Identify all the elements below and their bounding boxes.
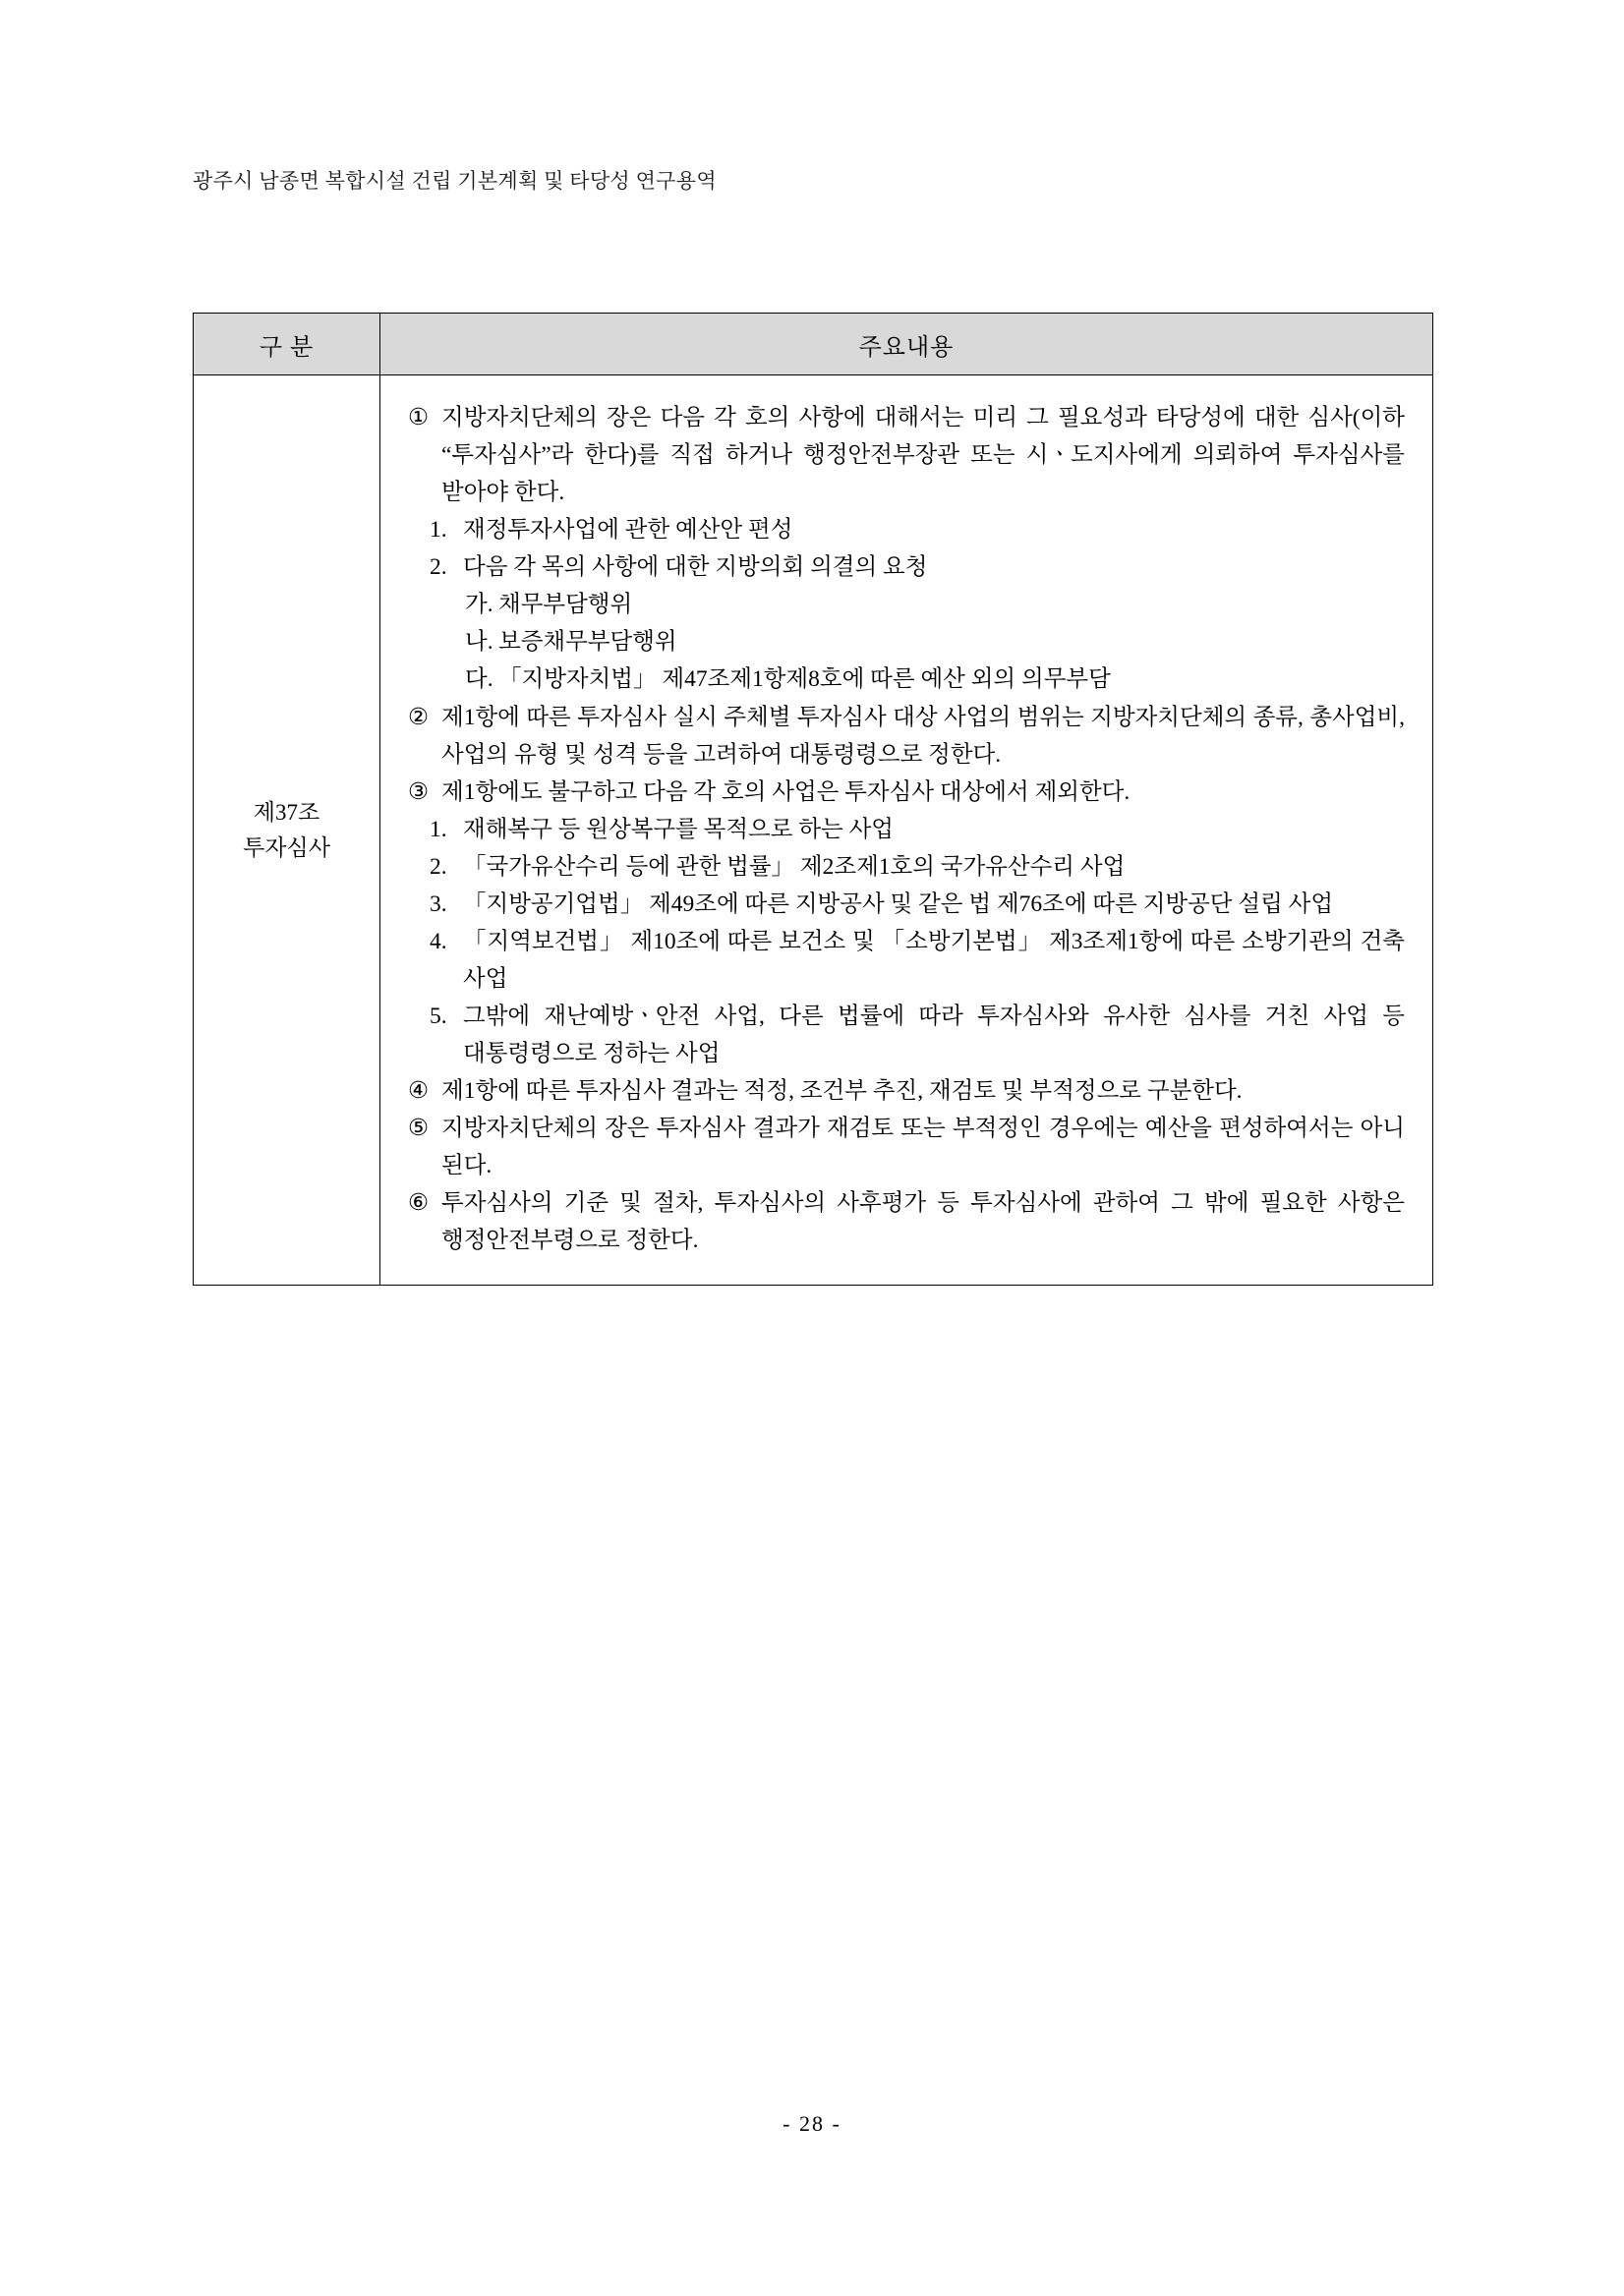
provision-item-text: 「지역보건법」 제10조에 따른 보건소 및 「소방기본법」 제3조제1항에 따른 소방기관의 건축 사업 (463, 928, 1405, 992)
provision-item-marker: 나. (465, 629, 493, 656)
provision-item (430, 548, 1405, 586)
column-header-division: 구 분 (194, 314, 380, 375)
provision-item (408, 699, 1405, 774)
provision-item-marker: ⑤ (408, 1116, 430, 1142)
provision-item-marker: ④ (408, 1078, 430, 1105)
row-label-line2: 투자심사 (243, 834, 330, 860)
provision-item-text: 채무부담행위 (498, 592, 633, 618)
provision-item-marker: 1. (430, 816, 447, 842)
provision-item (430, 811, 1405, 848)
provision-item-text: 제1항에 따른 투자심사 결과는 적정, 조건부 추진, 재검토 및 부적정으로 구분한다. (441, 1078, 1243, 1105)
page-header: 광주시 남종면 복합시설 건립 기본계획 및 타당성 연구용역 (193, 169, 717, 193)
provision-item-text: 재해복구 등 원상복구를 목적으로 하는 사업 (463, 816, 894, 842)
provision-item-text: 「지방자치법」 제47조제1항제8호에 따른 예산 외의 의무부담 (498, 666, 1111, 693)
provision-item (430, 998, 1405, 1072)
legal-provision-table (193, 313, 1433, 1286)
row-content-article (380, 375, 1433, 1286)
provision-item-marker: ① (408, 405, 430, 430)
table-row (194, 375, 1433, 1286)
provision-item-marker: 1. (430, 517, 447, 544)
provision-item-text: 지방자치단체의 장은 다음 각 호의 사항에 대해서는 미리 그 필요성과 타당성에 대한 심사(이하 “투자심사”라 한다)를 직접 하거나 행정안전부장관 또는 시ㆍ도지사에게 의뢰하여 투자심사를 받아야 한다. (441, 405, 1405, 506)
provision-item-marker: 4. (430, 928, 447, 954)
provision-item (408, 399, 1405, 511)
provision-item-text: 그밖에 재난예방ㆍ안전 사업, 다른 법률에 따라 투자심사와 유사한 심사를 거친 사업 등 대통령령으로 정하는 사업 (463, 1004, 1405, 1067)
provision-item (430, 848, 1405, 886)
provision-item-marker: 다. (465, 666, 493, 693)
provision-item (465, 586, 1405, 623)
provision-item-text: 투자심사의 기준 및 절차, 투자심사의 사후평가 등 투자심사에 관하여 그 밖에 필요한 사항은 행정안전부령으로 정한다. (441, 1190, 1405, 1254)
provision-item (430, 511, 1405, 548)
provision-item (430, 923, 1405, 998)
provision-item-text: 제1항에도 불구하고 다음 각 호의 사업은 투자심사 대상에서 제외한다. (441, 778, 1131, 805)
provision-item-marker: 3. (430, 890, 447, 917)
provision-item (430, 886, 1405, 923)
provision-item-text: 재정투자사업에 관한 예산안 편성 (463, 517, 793, 544)
provision-item-marker: 2. (430, 853, 447, 880)
provision-item-marker: ⑥ (408, 1190, 430, 1217)
provision-item-text: 「지방공기업법」 제49조에 따른 지방공사 및 같은 법 제76조에 따른 지방공단 설립 사업 (463, 890, 1334, 917)
provision-item (465, 660, 1405, 698)
provision-item-marker: ③ (408, 778, 430, 805)
provision-item (408, 1072, 1405, 1110)
provision-item (408, 774, 1405, 811)
row-label-article (194, 375, 380, 1286)
provision-item-text: 「국가유산수리 등에 관한 법률」 제2조제1호의 국가유산수리 사업 (463, 853, 1126, 880)
provision-item-marker: ② (408, 704, 430, 730)
provision-item-marker: 5. (430, 1004, 447, 1029)
provision-item (408, 1184, 1405, 1259)
provision-item-text: 보증채무부담행위 (498, 629, 677, 656)
provision-item (408, 1110, 1405, 1184)
provision-item-list (408, 399, 1405, 1259)
provision-item-text: 다음 각 목의 사항에 대한 지방의회 의결의 요청 (463, 554, 928, 581)
provision-item (465, 623, 1405, 660)
provision-item-marker: 가. (465, 592, 493, 618)
column-header-content: 주요내용 (380, 314, 1433, 375)
table-header-row (194, 314, 1433, 375)
provision-item-text: 지방자치단체의 장은 투자심사 결과가 재검토 또는 부적정인 경우에는 예산을 편성하여서는 아니 된다. (441, 1116, 1405, 1179)
provision-item-text: 제1항에 따른 투자심사 실시 주체별 투자심사 대상 사업의 범위는 지방자치단체의 종류, 총사업비, 사업의 유형 및 성격 등을 고려하여 대통령령으로 정한다. (441, 704, 1405, 768)
page-number: - 28 - (783, 2111, 841, 2136)
provision-item-marker: 2. (430, 554, 447, 581)
row-label-line1: 제37조 (253, 800, 320, 826)
